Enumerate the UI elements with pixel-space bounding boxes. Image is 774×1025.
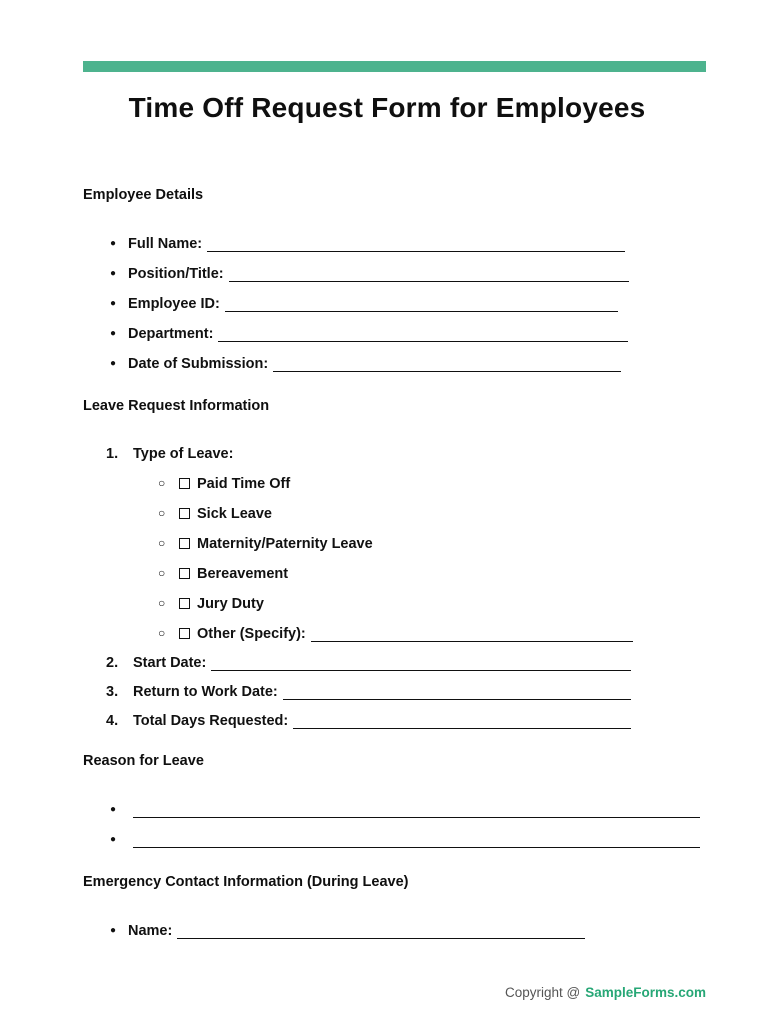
- leave-type-option-sick-leave: [158, 499, 706, 529]
- list-number: 2.: [106, 655, 119, 671]
- bullet-icon: ●: [110, 358, 117, 369]
- list-number: 1.: [106, 446, 119, 462]
- field-label-emergency-name: Name:: [128, 923, 173, 939]
- blank-line-department: [218, 338, 628, 342]
- field-label-employee-id: Employee ID:: [128, 296, 220, 312]
- bullet-icon: ●: [110, 268, 117, 279]
- checkbox-paid-time-off[interactable]: [179, 478, 190, 489]
- employee-details-list: [83, 229, 706, 379]
- blank-line-other-specify: [311, 638, 633, 642]
- leave-type-option-paid-time-off: [158, 469, 706, 499]
- section-heading-emergency-contact: Emergency Contact Information (During Leave): [83, 874, 409, 890]
- field-label-date-of-submission: Date of Submission:: [128, 356, 269, 372]
- bullet-icon: ●: [110, 804, 117, 815]
- list-number: 3.: [106, 684, 119, 700]
- blank-line-reason-2: [133, 844, 700, 848]
- field-label-position-title: Position/Title:: [128, 266, 224, 282]
- list-item-total-days-requested: [106, 707, 706, 736]
- field-row-full-name: [110, 229, 706, 259]
- section-heading-employee-details: Employee Details: [83, 187, 204, 203]
- option-label-paid-time-off: Paid Time Off: [197, 476, 291, 492]
- circle-bullet-icon: ○: [158, 506, 166, 520]
- checkbox-jury-duty[interactable]: [179, 598, 190, 609]
- circle-bullet-icon: ○: [158, 596, 166, 610]
- copyright-text: Copyright @: [504, 985, 581, 1000]
- leave-type-option-jury-duty: [158, 589, 706, 619]
- field-label-total-days-requested: Total Days Requested:: [133, 713, 289, 729]
- option-label-sick-leave: Sick Leave: [197, 506, 272, 522]
- sampleforms-link[interactable]: SampleForms.com: [585, 985, 706, 1000]
- checkbox-bereavement[interactable]: [179, 568, 190, 579]
- field-row-date-of-submission: [110, 349, 706, 379]
- blank-line-start-date: [211, 667, 631, 671]
- field-row-department: [110, 319, 706, 349]
- blank-line-full-name: [207, 248, 625, 252]
- option-label-maternity-paternity: Maternity/Paternity Leave: [197, 536, 373, 552]
- option-label-bereavement: Bereavement: [197, 566, 289, 582]
- circle-bullet-icon: ○: [158, 536, 166, 550]
- blank-line-return-to-work-date: [283, 696, 631, 700]
- section-heading-reason-for-leave: Reason for Leave: [83, 753, 204, 769]
- blank-line-reason-1: [133, 814, 700, 818]
- option-label-jury-duty: Jury Duty: [197, 596, 264, 612]
- leave-type-option-bereavement: [158, 559, 706, 589]
- reason-for-leave-list: [83, 795, 706, 855]
- field-row-employee-id: [110, 289, 706, 319]
- field-row-emergency-name: [110, 916, 706, 946]
- bullet-icon: ●: [110, 298, 117, 309]
- blank-line-employee-id: [225, 308, 618, 312]
- leave-type-option-other: [158, 619, 706, 649]
- emergency-contact-list: [83, 916, 706, 946]
- reason-line-row: [110, 795, 706, 825]
- document-content: [0, 187, 774, 946]
- field-label-start-date: Start Date:: [133, 655, 207, 671]
- checkbox-other[interactable]: [179, 628, 190, 639]
- field-row-position-title: [110, 259, 706, 289]
- blank-line-emergency-name: [177, 935, 585, 939]
- reason-line-row: [110, 825, 706, 855]
- list-item-start-date: [106, 649, 706, 678]
- circle-bullet-icon: ○: [158, 476, 166, 490]
- field-label-type-of-leave: Type of Leave:: [133, 446, 234, 462]
- blank-line-total-days-requested: [293, 725, 631, 729]
- checkbox-maternity-paternity[interactable]: [179, 538, 190, 549]
- list-number: 4.: [106, 713, 119, 729]
- blank-line-position-title: [229, 278, 629, 282]
- option-label-other: Other (Specify):: [197, 626, 306, 642]
- section-heading-leave-request: Leave Request Information: [83, 398, 270, 414]
- page-title: Time Off Request Form for Employees: [128, 92, 646, 123]
- leave-request-list: [83, 440, 706, 736]
- bullet-icon: ●: [110, 834, 117, 845]
- leave-type-option-maternity-paternity: [158, 529, 706, 559]
- page-footer: [505, 985, 706, 1000]
- list-item-return-to-work-date: [106, 678, 706, 707]
- field-label-department: Department:: [128, 326, 214, 342]
- blank-line-date-of-submission: [273, 368, 621, 372]
- list-item-type-of-leave: [106, 440, 706, 649]
- field-label-return-to-work-date: Return to Work Date:: [133, 684, 278, 700]
- field-label-full-name: Full Name:: [128, 236, 203, 252]
- leave-type-options: [106, 469, 706, 649]
- circle-bullet-icon: ○: [158, 566, 166, 580]
- bullet-icon: ●: [110, 925, 117, 936]
- bullet-icon: ●: [110, 328, 117, 339]
- bullet-icon: ●: [110, 238, 117, 249]
- circle-bullet-icon: ○: [158, 626, 166, 640]
- accent-bar: [83, 61, 706, 72]
- checkbox-sick-leave[interactable]: [179, 508, 190, 519]
